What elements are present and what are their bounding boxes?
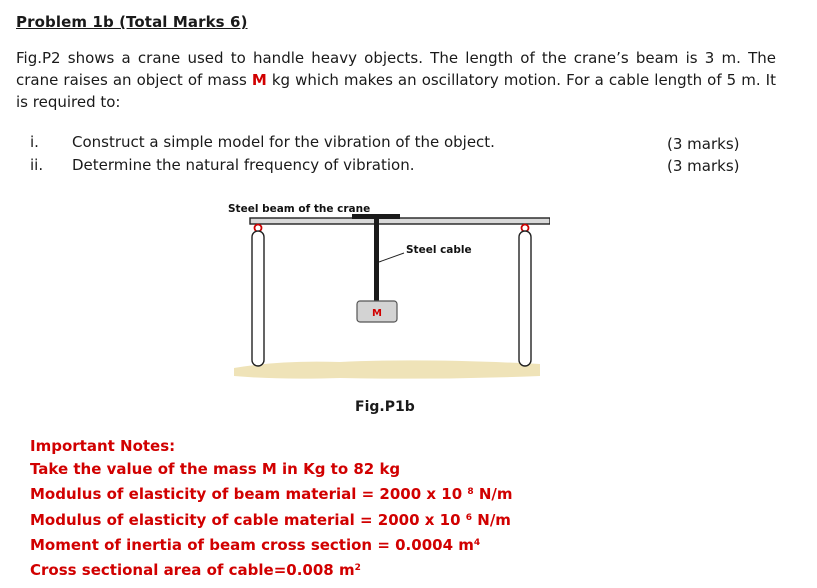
task-2-marks: (3 marks) xyxy=(667,157,740,175)
mass-symbol: M xyxy=(251,71,267,89)
beam-label: Steel beam of the crane xyxy=(228,203,371,215)
task-1-text: Construct a simple model for the vibration of the object. xyxy=(72,133,495,151)
task-2-text: Determine the natural frequency of vibration. xyxy=(72,156,415,174)
beam-modulus-unit: N/m xyxy=(473,485,513,504)
notes-heading: Important Notes: xyxy=(30,437,176,455)
problem-title: Problem 1b (Total Marks 6) xyxy=(16,13,248,31)
area-text: Cross sectional area of cable=0.008 m xyxy=(30,561,355,580)
beam-modulus-text: Modulus of elasticity of beam material = 2000 x 10 xyxy=(30,485,468,504)
cable-label: Steel cable xyxy=(406,244,472,256)
note-beam-modulus xyxy=(30,481,513,506)
ground xyxy=(234,360,540,378)
figure-caption: Fig.P1b xyxy=(355,399,415,415)
task-1-number: i. xyxy=(30,133,39,151)
cable-label-leader xyxy=(379,253,404,262)
cable-modulus-text: Modulus of elasticity of cable material = 2000 x 10 xyxy=(30,510,466,529)
note-area xyxy=(30,557,513,582)
beam-modulus-exponent: 8 xyxy=(467,487,474,498)
crane-figure xyxy=(220,198,550,383)
important-notes xyxy=(30,435,513,582)
inertia-exponent: 4 xyxy=(473,537,481,548)
note-cable-modulus xyxy=(30,507,513,532)
steel-cable xyxy=(374,219,379,301)
cable-modulus-unit: N/m xyxy=(472,510,511,529)
left-leg xyxy=(252,231,264,366)
mass-label: M xyxy=(372,308,382,319)
cable-modulus-exponent: 6 xyxy=(465,512,473,523)
task-2-number: ii. xyxy=(30,156,44,174)
inertia-text: Moment of inertia of beam cross section = 0.0004 m xyxy=(30,535,474,554)
statement-part-1: Fig.P2 shows a crane used to handle heavy objects. The length of the crane’s beam is 3 m. The crane raises an object of mass xyxy=(16,49,776,89)
note-inertia xyxy=(30,532,513,557)
task-1-marks: (3 marks) xyxy=(667,135,740,153)
note-mass-value: Take the value of the mass M in Kg to 82 kg xyxy=(30,460,401,479)
problem-statement xyxy=(16,47,776,113)
right-leg xyxy=(519,231,531,366)
area-exponent: 2 xyxy=(354,563,361,574)
statement-part-2: kg which makes an oscillatory motion. For a cable length of 5 m. It is required to: xyxy=(16,71,776,111)
